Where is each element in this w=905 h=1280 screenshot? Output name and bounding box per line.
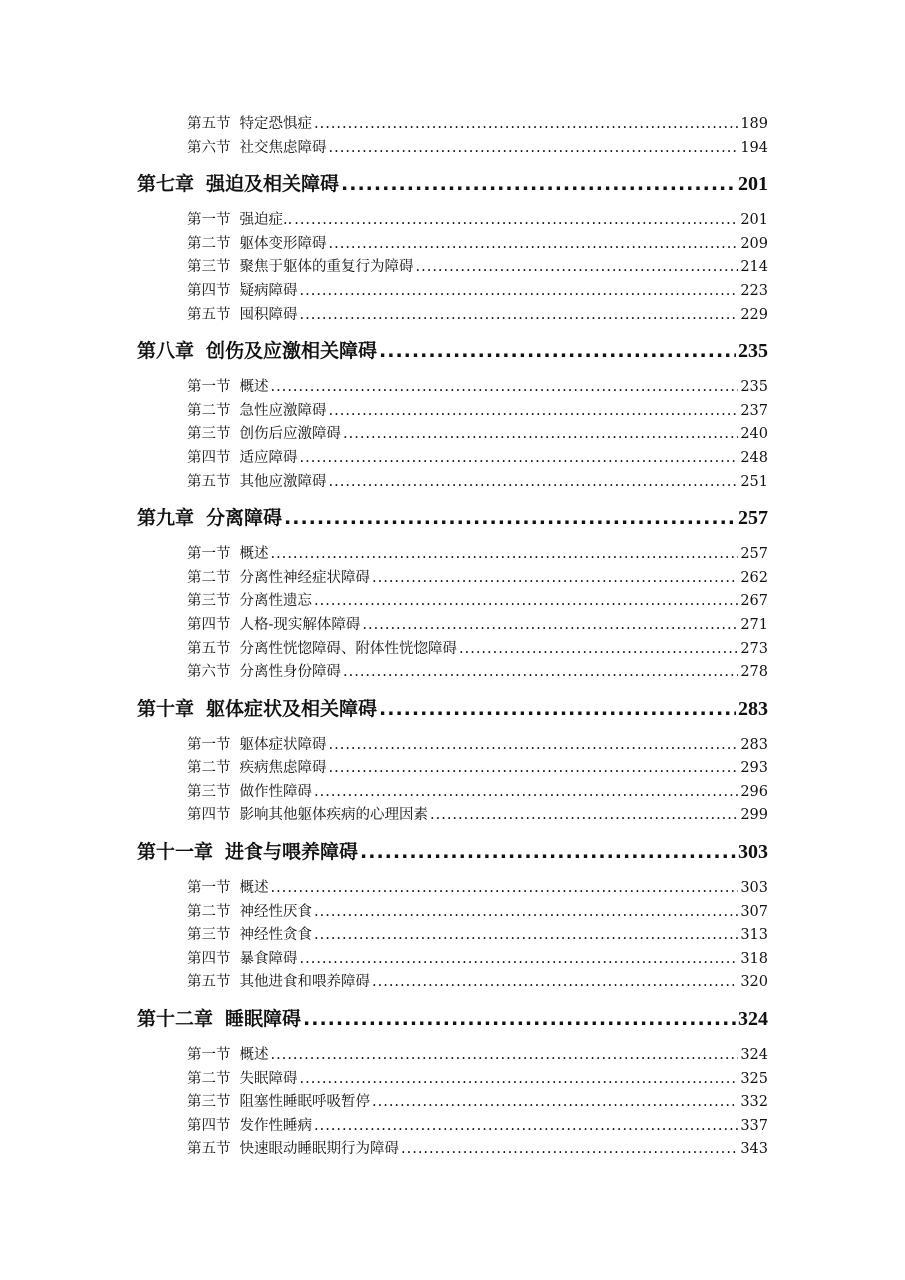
section-title: 失眠障碍 bbox=[239, 1070, 298, 1087]
leader-dots bbox=[314, 1115, 738, 1139]
section-number: 第一节 bbox=[187, 736, 231, 753]
section-number: 第四节 bbox=[187, 449, 231, 466]
section-title: 概述 bbox=[239, 546, 269, 563]
page-number: 201 bbox=[738, 173, 768, 196]
leader-dots bbox=[343, 661, 738, 685]
toc-section-entry[interactable] bbox=[187, 543, 768, 567]
page-number: 283 bbox=[738, 697, 768, 720]
page-number: 278 bbox=[740, 664, 768, 681]
section-number: 第五节 bbox=[187, 1141, 231, 1158]
section-number: 第二节 bbox=[187, 569, 231, 586]
page-number: 303 bbox=[740, 880, 768, 897]
page-number: 257 bbox=[740, 546, 768, 563]
section-title: 神经性厌食 bbox=[239, 903, 312, 920]
page-number: 209 bbox=[740, 235, 768, 252]
page-number: 343 bbox=[740, 1141, 768, 1158]
toc-section-entry[interactable] bbox=[187, 1138, 768, 1162]
page-number: 235 bbox=[740, 379, 768, 396]
toc-section-entry[interactable] bbox=[187, 1044, 768, 1068]
section-number: 第三节 bbox=[187, 783, 231, 800]
section-number: 第五节 bbox=[187, 473, 231, 490]
section-number: 第二节 bbox=[187, 903, 231, 920]
toc-section-entry[interactable] bbox=[187, 1091, 768, 1115]
page-number: 229 bbox=[740, 306, 768, 323]
section-number: 第三节 bbox=[187, 259, 231, 276]
section-number: 第二节 bbox=[187, 402, 231, 419]
leader-dots bbox=[329, 757, 739, 781]
section-number: 第一节 bbox=[187, 1047, 231, 1064]
section-number: 第三节 bbox=[187, 927, 231, 944]
leader-dots bbox=[314, 113, 738, 137]
toc-section-entry[interactable] bbox=[187, 757, 768, 781]
chapter-number: 第十章 bbox=[137, 697, 195, 720]
section-title: 强迫症.. bbox=[239, 212, 293, 229]
page-number: 235 bbox=[738, 340, 768, 363]
section-number: 第一节 bbox=[187, 880, 231, 897]
chapter-number: 第七章 bbox=[137, 173, 195, 196]
page-number: 248 bbox=[740, 449, 768, 466]
section-number: 第四节 bbox=[187, 950, 231, 967]
toc-section-entry[interactable] bbox=[187, 901, 768, 925]
section-title: 特定恐惧症 bbox=[239, 116, 312, 132]
toc-chapter-entry[interactable] bbox=[137, 494, 768, 543]
toc-section-entry[interactable] bbox=[187, 256, 768, 280]
section-number: 第四节 bbox=[187, 282, 231, 299]
section-title: 暴食障碍 bbox=[239, 950, 298, 967]
leader-dots bbox=[314, 590, 738, 614]
leader-dots bbox=[341, 160, 736, 209]
toc-chapter-entry[interactable] bbox=[137, 995, 768, 1044]
toc-chapter-entry[interactable] bbox=[137, 327, 768, 376]
leader-dots bbox=[300, 447, 739, 471]
chapter-title: 睡眠障碍 bbox=[225, 1008, 302, 1031]
section-title: 做作性障碍 bbox=[239, 783, 312, 800]
toc-section-entry[interactable] bbox=[187, 376, 768, 400]
page-number: 194 bbox=[740, 139, 768, 156]
page-number: 283 bbox=[740, 736, 768, 753]
section-number: 第四节 bbox=[187, 616, 231, 633]
table-of-contents bbox=[0, 113, 905, 1162]
page-number: 262 bbox=[740, 569, 768, 586]
chapter-number: 第八章 bbox=[137, 340, 195, 363]
section-number: 第一节 bbox=[187, 546, 231, 563]
chapter-title: 躯体症状及相关障碍 bbox=[206, 697, 378, 720]
toc-section-entry[interactable] bbox=[187, 614, 768, 638]
toc-chapter-entry[interactable] bbox=[137, 828, 768, 877]
page-number: 257 bbox=[738, 507, 768, 530]
toc-section-entry[interactable] bbox=[187, 567, 768, 591]
section-title: 神经性贪食 bbox=[239, 927, 312, 944]
leader-dots bbox=[271, 877, 739, 901]
section-title: 急性应激障碍 bbox=[239, 402, 327, 419]
toc-section-entry[interactable] bbox=[187, 400, 768, 424]
toc-section-entry[interactable] bbox=[187, 804, 768, 828]
leader-dots bbox=[430, 804, 738, 828]
leader-dots bbox=[329, 471, 739, 495]
page-number: 201 bbox=[740, 212, 768, 229]
leader-dots bbox=[271, 543, 739, 567]
section-title: 创伤后应激障碍 bbox=[239, 426, 341, 443]
toc-section-entry[interactable] bbox=[187, 280, 768, 304]
section-title: 疾病焦虑障碍 bbox=[239, 760, 327, 777]
section-title: 发作性睡病 bbox=[239, 1117, 312, 1134]
page-number: 325 bbox=[740, 1070, 768, 1087]
section-number: 第三节 bbox=[187, 593, 231, 610]
section-number: 第四节 bbox=[187, 1117, 231, 1134]
toc-section-entry[interactable] bbox=[187, 471, 768, 495]
toc-section-entry[interactable] bbox=[187, 137, 768, 161]
page-number: 324 bbox=[738, 1008, 768, 1031]
toc-section-entry[interactable] bbox=[187, 781, 768, 805]
section-title: 其他进食和喂养障碍 bbox=[239, 974, 370, 991]
leader-dots bbox=[329, 400, 739, 424]
page-number: 214 bbox=[740, 259, 768, 276]
section-title: 概述 bbox=[239, 379, 269, 396]
section-number: 第六节 bbox=[187, 139, 231, 156]
section-number: 第三节 bbox=[187, 426, 231, 443]
leader-dots bbox=[300, 1068, 739, 1092]
leader-dots bbox=[284, 494, 736, 543]
chapter-title: 创伤及应激相关障碍 bbox=[206, 340, 378, 363]
page-number: 307 bbox=[740, 903, 768, 920]
leader-dots bbox=[372, 567, 738, 591]
toc-section-entry[interactable] bbox=[187, 638, 768, 662]
section-title: 影响其他躯体疾病的心理因素 bbox=[239, 807, 428, 824]
section-title: 聚焦于躯体的重复行为障碍 bbox=[239, 259, 414, 276]
leader-dots bbox=[300, 948, 739, 972]
chapter-title: 进食与喂养障碍 bbox=[225, 841, 359, 864]
page-number: 271 bbox=[740, 616, 768, 633]
page-number: 299 bbox=[740, 807, 768, 824]
page-number: 267 bbox=[740, 593, 768, 610]
toc-section-entry[interactable] bbox=[187, 734, 768, 758]
page-number: 189 bbox=[740, 116, 768, 132]
leader-dots bbox=[401, 1138, 738, 1162]
section-number: 第五节 bbox=[187, 974, 231, 991]
toc-chapter-entry[interactable] bbox=[137, 685, 768, 734]
toc-section-entry[interactable] bbox=[187, 661, 768, 685]
section-number: 第三节 bbox=[187, 1094, 231, 1111]
section-title: 适应障碍 bbox=[239, 449, 298, 466]
leader-dots bbox=[360, 828, 736, 877]
section-title: 分离性遗忘 bbox=[239, 593, 312, 610]
leader-dots bbox=[379, 327, 736, 376]
page-number: 320 bbox=[740, 974, 768, 991]
toc-section-entry[interactable] bbox=[187, 948, 768, 972]
leader-dots bbox=[303, 995, 736, 1044]
leader-dots bbox=[314, 924, 738, 948]
toc-section-entry[interactable] bbox=[187, 971, 768, 995]
page-number: 251 bbox=[740, 473, 768, 490]
chapter-title: 强迫及相关障碍 bbox=[206, 173, 340, 196]
section-number: 第二节 bbox=[187, 1070, 231, 1087]
section-number: 第四节 bbox=[187, 807, 231, 824]
page-number: 293 bbox=[740, 760, 768, 777]
section-title: 阻塞性睡眠呼吸暂停 bbox=[239, 1094, 370, 1111]
section-title: 人格-现实解体障碍 bbox=[239, 616, 361, 633]
toc-section-entry[interactable] bbox=[187, 304, 768, 328]
page-number: 318 bbox=[740, 950, 768, 967]
toc-section-entry[interactable] bbox=[187, 423, 768, 447]
section-title: 概述 bbox=[239, 1047, 269, 1064]
page-number: 223 bbox=[740, 282, 768, 299]
leader-dots bbox=[416, 256, 739, 280]
section-number: 第六节 bbox=[187, 664, 231, 681]
chapter-number: 第九章 bbox=[137, 507, 195, 530]
leader-dots bbox=[300, 280, 739, 304]
section-title: 疑病障碍 bbox=[239, 282, 298, 299]
chapter-number: 第十一章 bbox=[137, 841, 214, 864]
section-title: 分离性恍惚障碍、附体性恍惚障碍 bbox=[239, 640, 457, 657]
page-number: 273 bbox=[740, 640, 768, 657]
toc-section-entry[interactable] bbox=[187, 590, 768, 614]
page-number: 337 bbox=[740, 1117, 768, 1134]
page-number: 237 bbox=[740, 402, 768, 419]
page-number: 313 bbox=[740, 927, 768, 944]
leader-dots bbox=[329, 233, 739, 257]
toc-section-entry[interactable] bbox=[187, 447, 768, 471]
section-number: 第五节 bbox=[187, 116, 231, 132]
leader-dots bbox=[314, 901, 738, 925]
section-number: 第一节 bbox=[187, 212, 231, 229]
section-number: 第五节 bbox=[187, 306, 231, 323]
section-title: 社交焦虑障碍 bbox=[239, 139, 327, 156]
page-number: 296 bbox=[740, 783, 768, 800]
page-number: 332 bbox=[740, 1094, 768, 1111]
leader-dots bbox=[379, 685, 736, 734]
leader-dots bbox=[300, 304, 739, 328]
chapter-title: 分离障碍 bbox=[206, 507, 283, 530]
toc-section-entry[interactable] bbox=[187, 1068, 768, 1092]
toc-section-entry[interactable] bbox=[187, 209, 768, 233]
section-title: 分离性神经症状障碍 bbox=[239, 569, 370, 586]
section-title: 囤积障碍 bbox=[239, 306, 298, 323]
toc-chapter-entry[interactable] bbox=[137, 160, 768, 209]
toc-section-entry[interactable] bbox=[187, 113, 768, 137]
page-number: 303 bbox=[738, 841, 768, 864]
leader-dots bbox=[314, 781, 738, 805]
leader-dots bbox=[271, 376, 739, 400]
section-title: 快速眼动睡眠期行为障碍 bbox=[239, 1141, 399, 1158]
section-title: 躯体变形障碍 bbox=[239, 235, 327, 252]
section-title: 其他应激障碍 bbox=[239, 473, 327, 490]
leader-dots bbox=[372, 1091, 738, 1115]
leader-dots bbox=[372, 971, 738, 995]
section-title: 概述 bbox=[239, 880, 269, 897]
page-number: 240 bbox=[740, 426, 768, 443]
leader-dots bbox=[329, 137, 739, 161]
section-number: 第一节 bbox=[187, 379, 231, 396]
leader-dots bbox=[459, 638, 738, 662]
leader-dots bbox=[271, 1044, 739, 1068]
toc-section-entry[interactable] bbox=[187, 924, 768, 948]
leader-dots bbox=[329, 734, 739, 758]
chapter-number: 第十二章 bbox=[137, 1008, 214, 1031]
section-number: 第五节 bbox=[187, 640, 231, 657]
page-number: 324 bbox=[740, 1047, 768, 1064]
leader-dots bbox=[362, 614, 738, 638]
toc-section-entry[interactable] bbox=[187, 877, 768, 901]
toc-section-entry[interactable] bbox=[187, 1115, 768, 1139]
section-number: 第二节 bbox=[187, 235, 231, 252]
toc-section-entry[interactable] bbox=[187, 233, 768, 257]
leader-dots bbox=[294, 209, 738, 233]
section-title: 躯体症状障碍 bbox=[239, 736, 327, 753]
section-number: 第二节 bbox=[187, 760, 231, 777]
section-title: 分离性身份障碍 bbox=[239, 664, 341, 681]
leader-dots bbox=[343, 423, 738, 447]
